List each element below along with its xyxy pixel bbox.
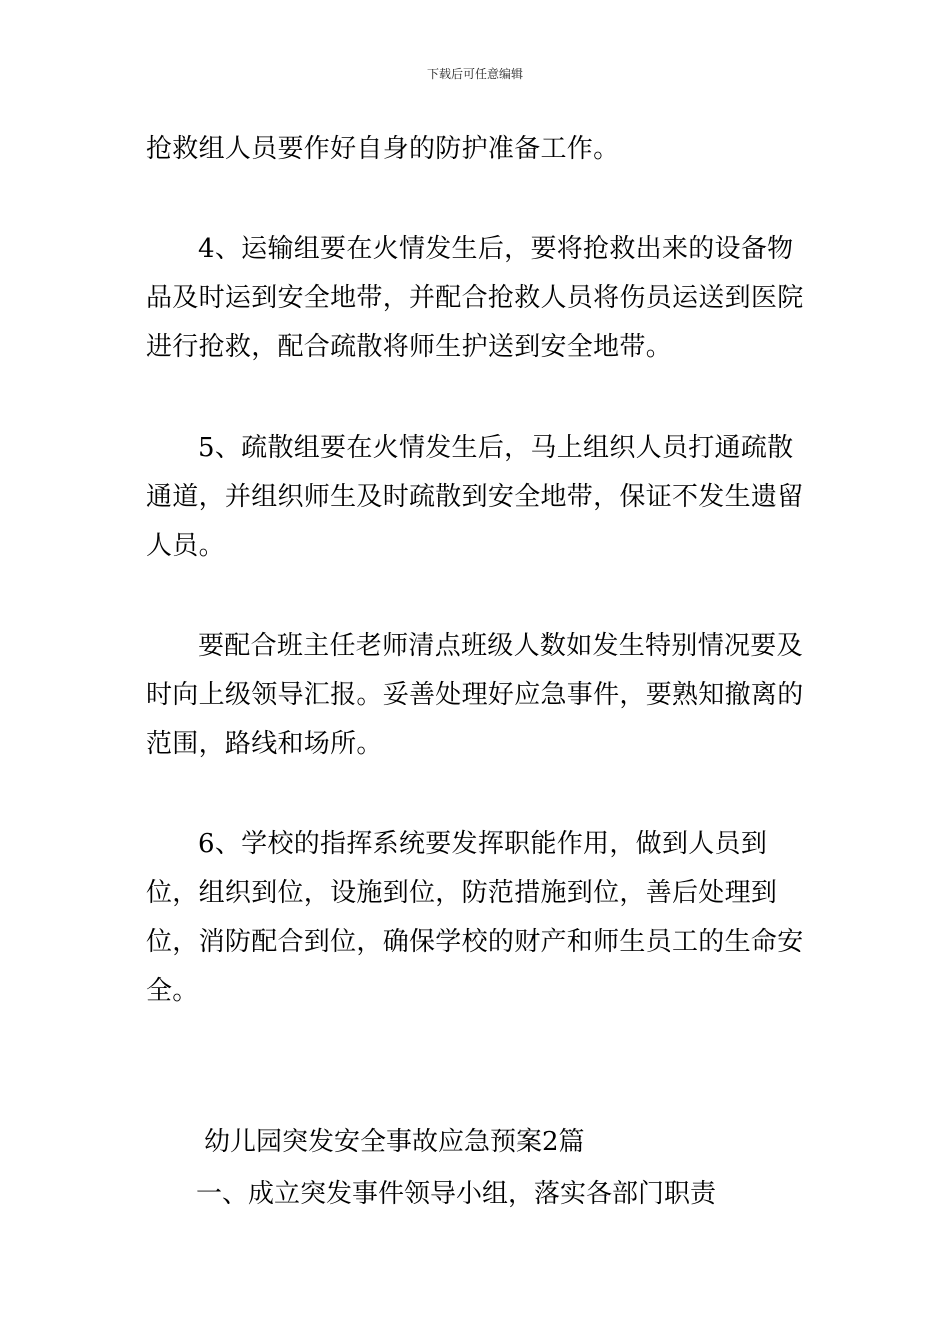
paragraph-item-4: 4、运输组要在火情发生后，要将抢救出来的设备物品及时运到安全地带，并配合抢救人员将伤员运送到医院进行抢救，配合疏散将师生护送到安全地带。 bbox=[146, 234, 804, 362]
section-heading-1: 一、成立突发事件领导小组，落实各部门职责 bbox=[196, 1179, 717, 1209]
paragraph-continuation: 抢救组人员要作好自身的防护准备工作。 bbox=[146, 134, 620, 164]
paragraph-item-6: 6、学校的指挥系统要发挥职能作用，做到人员到位，组织到位，设施到位，防范措施到位，善后处理到位，消防配合到位，确保学校的财产和师生员工的生命安全。 bbox=[146, 829, 804, 1006]
paragraph-coordination: 要配合班主任老师清点班级人数如发生特别情况要及时向上级领导汇报。妥善处理好应急事件，要熟知撤离的范围，路线和场所。 bbox=[146, 631, 804, 759]
section-title: 幼儿园突发安全事故应急预案2篇 bbox=[204, 1127, 585, 1157]
paragraph-item-5: 5、疏散组要在火情发生后，马上组织人员打通疏散通道，并组织师生及时疏散到安全地带，保证不发生遗留人员。 bbox=[146, 433, 804, 561]
page-header-note: 下载后可任意编辑 bbox=[426, 67, 523, 81]
